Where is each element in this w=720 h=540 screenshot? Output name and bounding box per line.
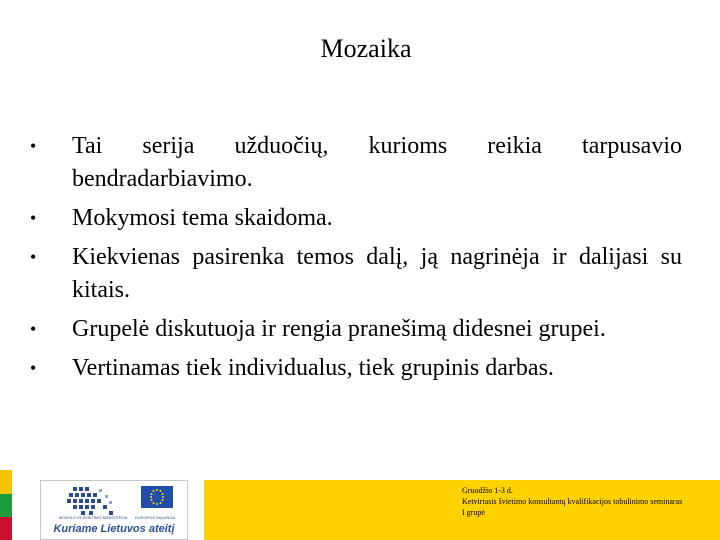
bullet-dot-icon: • (30, 358, 37, 378)
footer-yellow-band (204, 480, 720, 540)
bullet-dot-icon: • (30, 136, 37, 156)
event-group: I grupė (462, 508, 485, 517)
event-date: Gruodžio 1-3 d. (462, 486, 513, 495)
bullet-dot-icon: • (30, 208, 37, 228)
bullet-text: Grupelė diskutuoja ir rengia pranešimą didesnei grupei. (72, 316, 606, 342)
logo-slogan: Kuriame Lietuvos ateitį (53, 523, 175, 535)
ministry-logo-icon (65, 485, 117, 517)
event-info (462, 480, 720, 518)
slide-title: Mozaika (320, 34, 412, 63)
partner-logo (40, 480, 188, 540)
bullet-item (30, 313, 682, 346)
flag-stripe-green (0, 494, 12, 517)
slide-footer (0, 470, 720, 540)
event-title: Ketvirtasis švietimo konsultantų kvalifikacijos tobulinimo seminaras (462, 497, 683, 506)
bullet-text: Mokymosi tema skaidoma. (72, 205, 333, 231)
bullet-dot-icon: • (30, 247, 37, 267)
eu-logo-text: EUROPOS SĄJUNGA (135, 515, 176, 520)
bullet-dot-icon: • (30, 319, 37, 339)
bullet-item (30, 202, 682, 235)
bullet-list (30, 130, 682, 391)
flag-stripe-red (0, 517, 12, 540)
flag-stripe-yellow (0, 470, 12, 494)
bullet-item (30, 241, 682, 307)
bullet-item (30, 352, 682, 385)
bullet-text: Vertinamas tiek individualus, tiek grupinis darbas. (72, 355, 554, 381)
bullet-item (30, 130, 682, 196)
bullet-text: Kiekvienas pasirenka temos dalį, ją nagrinėja ir dalijasi su kitais. (72, 244, 682, 303)
bullet-text: Tai serija užduočių, kurioms reikia tarpusavio bendradarbiavimo. (72, 133, 682, 192)
eu-flag-icon (141, 486, 173, 508)
ministry-logo-text: MOKSLO IR ŠVIETIMO MINISTERIJA (59, 515, 128, 520)
